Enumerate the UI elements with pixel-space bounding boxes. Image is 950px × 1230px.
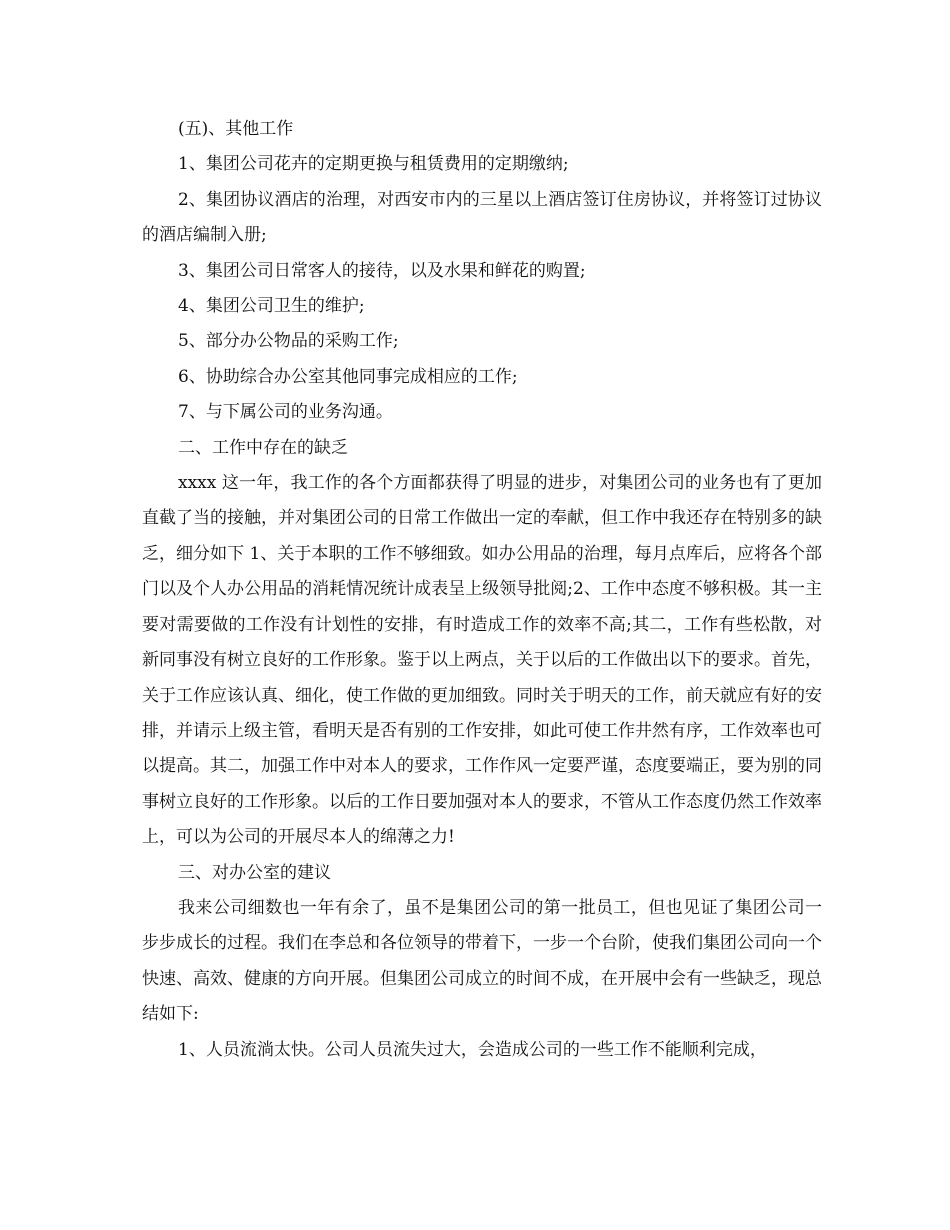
body-paragraph: xxxx 这一年，我工作的各个方面都获得了明显的进步，对集团公司的业务也有了更加直截了当的接触，并对集团公司的日常工作做出一定的奉献，但工作中我还存在特别多的缺乏，细分如下 1、关于本职的工作不够细致。如办公用品的治理，每月点库后，应将各个部门以及个人办公用品的消耗情况统计成表呈上级领导批阅;2、工作中态度不够积极。其一主要对需要做的工作没有计划性的安排，有时造成工作的效率不高;其二，工作有些松散，对新同事没有树立良好的工作形象。鉴于以上两点，关于以后的工作做出以下的要求。首先，关于工作应该认真、细化，使工作做的更加细致。同时关于明天的工作，前天就应有好的安排，并请示上级主管，看明天是否有别的工作安排，如此可使工作井然有序，工作效率也可以提高。其二，加强工作中对本人的要求，工作作风一定要严谨，态度要端正，要为别的同事树立良好的工作形象。以后的工作日要加强对本人的要求，不管从工作态度仍然工作效率上，可以为公司的开展尽本人的绵薄之力! <box>142 473 822 848</box>
body-paragraph: 我来公司细数也一年有余了，虽不是集团公司的第一批员工，但也见证了集团公司一步步成长的过程。我们在李总和各位领导的带着下，一步一个台阶，使我们集团公司向一个快速、高效、健康的方向开展。但集团公司成立的时间不成，在开展中会有一些缺乏，现总结如下: <box>142 897 822 1025</box>
list-item: 2、集团协议酒店的治理，对西安市内的三星以上酒店签订住房协议，并将签订过协议的酒店编制入册; <box>142 189 822 246</box>
list-item: 3、集团公司日常客人的接待，以及水果和鲜花的购置; <box>178 260 586 281</box>
document-page <box>142 112 822 1068</box>
list-item: 5、部分办公物品的采购工作; <box>178 331 399 352</box>
list-item: 6、协助综合办公室其他同事完成相应的工作; <box>178 366 518 387</box>
list-item: 4、集团公司卫生的维护; <box>178 296 365 317</box>
section-heading-shortcomings: 二、工作中存在的缺乏 <box>178 437 348 458</box>
section-heading-suggestions: 三、对办公室的建议 <box>178 862 331 883</box>
section-heading-other-work: (五)、其他工作 <box>178 119 294 139</box>
list-item: 1、人员流淌太快。公司人员流失过大，会造成公司的一些工作不能顺利完成， <box>178 1039 767 1060</box>
list-item: 7、与下属公司的业务沟通。 <box>178 402 393 423</box>
list-item: 1、集团公司花卉的定期更换与租赁费用的定期缴纳; <box>178 154 569 175</box>
